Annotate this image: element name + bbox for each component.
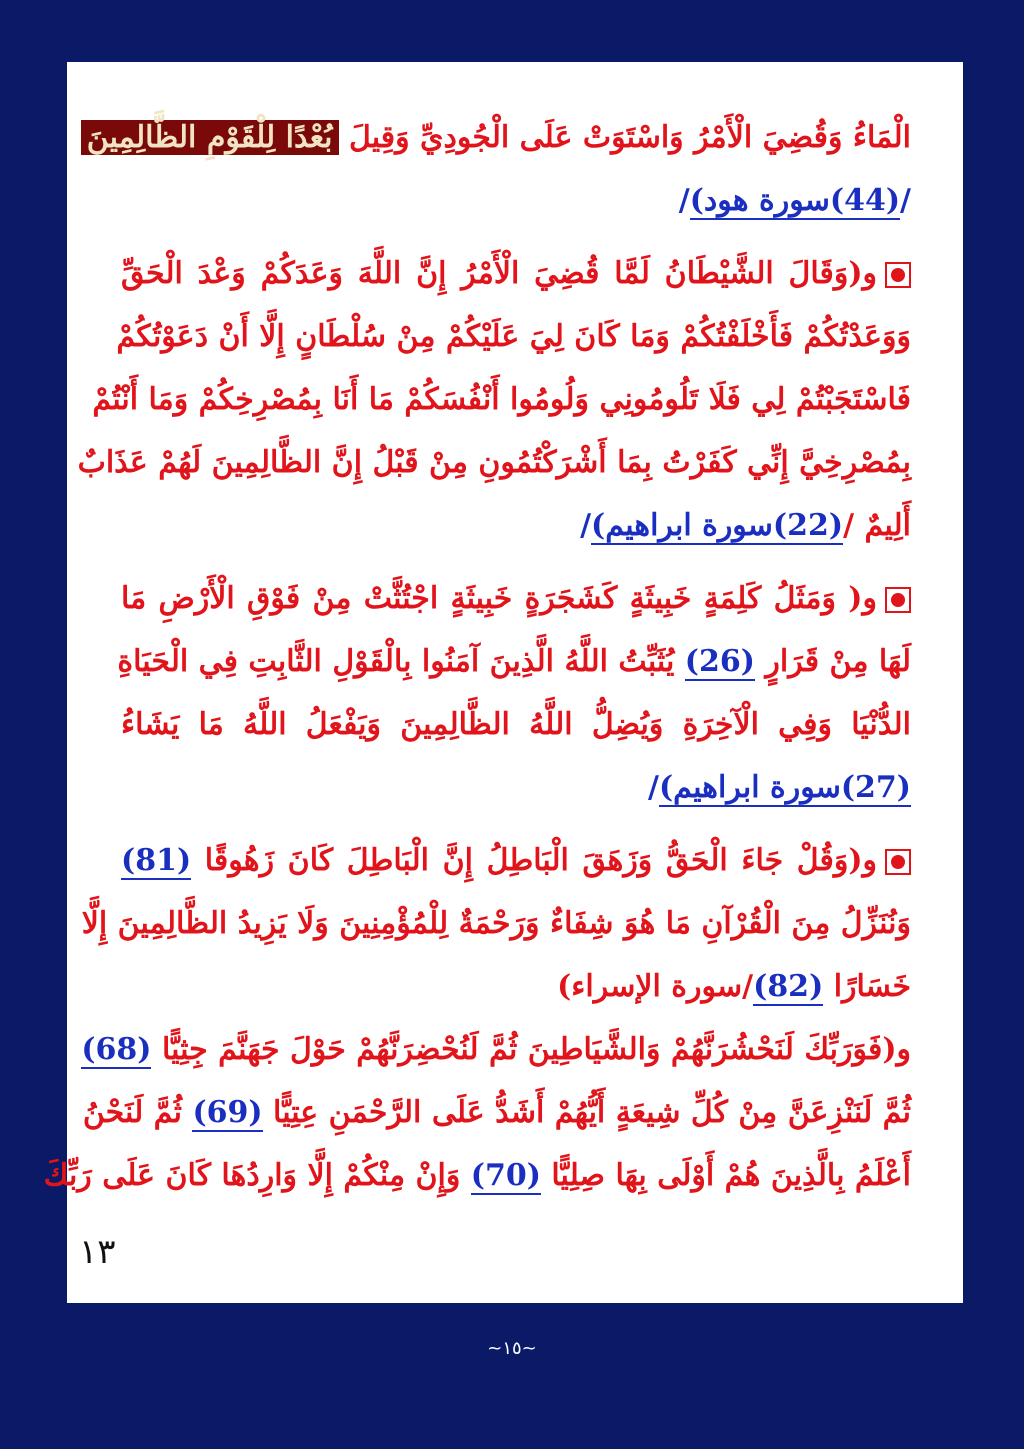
verse-text: فَاسْتَجَبْتُمْ لِي فَلَا تَلُومُونِي وَلُومُوا أَنْفُسَكُمْ مَا أَنَا بِمُصْرِخِكُمْ وَمَا أَنْتُمْ — [92, 382, 911, 417]
verse-line — [77, 431, 911, 494]
verse-reference-line — [121, 494, 911, 557]
verse-text: وَوَعَدْتُكُمْ فَأَخْلَفْتُكُمْ وَمَا كَانَ لِيَ عَلَيْكُمْ مِنْ سُلْطَانٍ إِلَّا أَنْ دَعَوْتُكُمْ — [116, 319, 911, 354]
verse-line — [92, 368, 911, 431]
verse-text: و(فَوَرَبِّكَ لَنَحْشُرَنَّهُمْ وَالشَّيَاطِينَ ثُمَّ لَنُحْضِرَنَّهُمْ حَوْلَ جَهَنَّمَ جِثِيًّا — [161, 1032, 911, 1067]
verse-text: و( وَمَثَلُ كَلِمَةٍ خَبِيثَةٍ كَشَجَرَةٍ خَبِيثَةٍ اجْتُثَّتْ مِنْ فَوْقِ الْأَرْضِ مَا — [121, 581, 877, 616]
verse-text: يُثَبِّتُ اللَّهُ الَّذِينَ آمَنُوا بِالْقَوْلِ الثَّابِتِ فِي الْحَيَاةِ — [117, 644, 675, 679]
surah-reference: (27)سورة ابراهيم) — [658, 770, 911, 805]
verse-number: (69) — [192, 1095, 263, 1130]
verse-line — [86, 106, 911, 169]
bullet-marker-icon — [885, 849, 911, 875]
outer-page-number: ~١٥~ — [487, 1338, 537, 1359]
surah-reference: (22)سورة ابراهيم) — [591, 508, 844, 543]
verse-text: وَإِنْ مِنْكُمْ إِلَّا وَارِدُهَا كَانَ عَلَى رَبِّكَ — [43, 1158, 461, 1193]
separator: / — [900, 183, 911, 218]
verse-text: لَهَا مِنْ قَرَارٍ — [765, 644, 911, 679]
verse-line — [116, 305, 911, 368]
verse-number: (82) — [753, 969, 824, 1004]
bullet-marker-icon — [885, 587, 911, 613]
verse-text: وَنُنَزِّلُ مِنَ الْقُرْآنِ مَا هُوَ شِفَاءٌ وَرَحْمَةٌ لِلْمُؤْمِنِينَ وَلَا يَزِيدُ الظَّالِمِينَ إِلَّا — [81, 906, 911, 941]
verse-reference-line — [121, 756, 911, 819]
verse-text: الدُّنْيَا وَفِي الْآخِرَةِ وَيُضِلُّ اللَّهُ الظَّالِمِينَ وَيَفْعَلُ اللَّهُ مَا يَشَاءُ — [121, 707, 911, 742]
verse-line — [121, 242, 911, 305]
verse-line — [121, 693, 911, 756]
document-page — [43, 62, 963, 1303]
separator: / — [580, 508, 592, 543]
quran-text-body — [43, 106, 911, 1207]
verse-reference-line — [121, 169, 911, 232]
bullet-marker-icon — [885, 262, 911, 288]
surah-reference: (44)سورة هود) — [689, 183, 901, 218]
verse-line — [117, 630, 911, 693]
verse-line — [121, 955, 911, 1018]
verse-text: و(وَقُلْ جَاءَ الْحَقُّ وَزَهَقَ الْبَاطِلُ إِنَّ الْبَاطِلَ كَانَ زَهُوقًا — [204, 843, 878, 878]
verse-text: أَلِيمٌ / — [843, 508, 911, 543]
verse-text: بِمُصْرِخِيَّ إِنِّي كَفَرْتُ بِمَا أَشْرَكْتُمُونِ مِنْ قَبْلُ إِنَّ الظَّالِمِينَ لَهُمْ عَذَابٌ — [77, 445, 911, 480]
verse-number: (68) — [81, 1032, 152, 1067]
verse-number: (70) — [470, 1158, 541, 1193]
separator: / — [678, 183, 690, 218]
verse-line — [43, 1144, 911, 1207]
verse-line — [81, 892, 911, 955]
highlighted-phrase: بُعْدًا لِلْقَوْمِ الظَّالِمِينَ — [81, 120, 339, 155]
surah-reference: /سورة الإسراء) — [557, 969, 754, 1004]
verse-text: أَعْلَمُ بِالَّذِينَ هُمْ أَوْلَى بِهَا صِلِيًّا — [551, 1158, 911, 1193]
verse-number: (26) — [684, 644, 755, 679]
verse-line — [121, 829, 911, 892]
separator: / — [647, 770, 659, 805]
verse-text: ثُمَّ لَنَحْنُ — [82, 1095, 182, 1130]
inner-page-number: ١٣ — [79, 1232, 116, 1272]
verse-text: ثُمَّ لَنَنْزِعَنَّ مِنْ كُلِّ شِيعَةٍ أَيُّهُمْ أَشَدُّ عَلَى الرَّحْمَنِ عِتِيًّا — [273, 1095, 911, 1130]
verse-number: (81) — [121, 843, 192, 878]
verse-text: و(وَقَالَ الشَّيْطَانُ لَمَّا قُضِيَ الْأَمْرُ إِنَّ اللَّهَ وَعَدَكُمْ وَعْدَ الْحَقِّ — [121, 256, 877, 291]
verse-line — [81, 1018, 911, 1081]
verse-line — [82, 1081, 911, 1144]
verse-line — [121, 567, 911, 630]
verse-text: الْمَاءُ وَقُضِيَ الْأَمْرُ وَاسْتَوَتْ عَلَى الْجُودِيِّ وَقِيلَ — [348, 120, 911, 155]
verse-text: خَسَارًا — [833, 969, 911, 1004]
